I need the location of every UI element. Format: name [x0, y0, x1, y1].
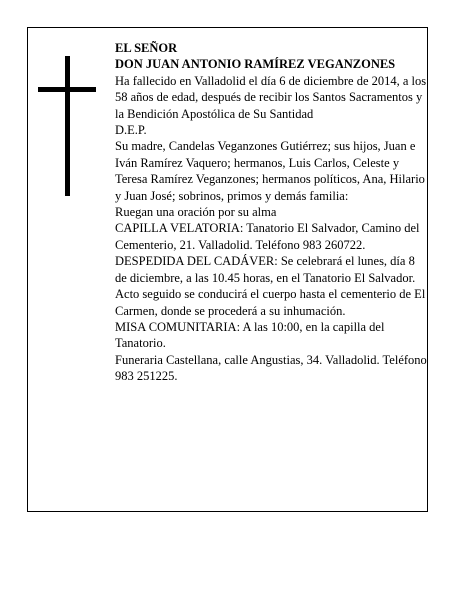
deceased-name: DON JUAN ANTONIO RAMÍREZ VEGANZONES	[115, 57, 396, 72]
funeral-home-info: Funeraria Castellana, calle Angustias, 34. Valladolid. Teléfono 983 251225.	[115, 352, 427, 384]
prayer-request: Ruegan una oración por su alma	[115, 205, 277, 220]
notice-title: EL SEÑOR	[115, 41, 178, 55]
cross-vertical-bar	[65, 56, 70, 196]
cross-icon	[38, 56, 96, 196]
dep-line: D.E.P.	[115, 123, 147, 138]
chapel-info: CAPILLA VELATORIA: Tanatorio El Salvador, Camino del Cementerio, 21. Valladolid. Teléfono 983 260722.	[115, 221, 420, 252]
cross-horizontal-bar	[38, 87, 96, 92]
farewell-info: DESPEDIDA DEL CADÁVER: Se celebrará el lunes, día 8 de diciembre, a las 10.45 horas, en el Tanatorio El Salvador. Acto seguido se conducirá el cuerpo hasta el cementerio de El Carmen, donde se procederá a su inhumación.	[115, 254, 426, 318]
obituary-text	[115, 40, 427, 385]
death-announcement: Ha fallecido en Valladolid el día 6 de diciembre de 2014, a los 58 años de edad, después de recibir los Santos Sacramentos y la Bendición Apostólica de Su Santidad	[115, 73, 427, 121]
family-list: Su madre, Candelas Veganzones Gutiérrez; sus hijos, Juan e Iván Ramírez Vaquero; hermanos, Luis Carlos, Celeste y Teresa Ramírez Veganzones; hermanos políticos, Ana, Hilario y Juan José; sobrinos, primos y demás familia:	[115, 139, 425, 203]
mass-info: MISA COMUNITARIA: A las 10:00, en la capilla del Tanatorio.	[115, 319, 385, 351]
